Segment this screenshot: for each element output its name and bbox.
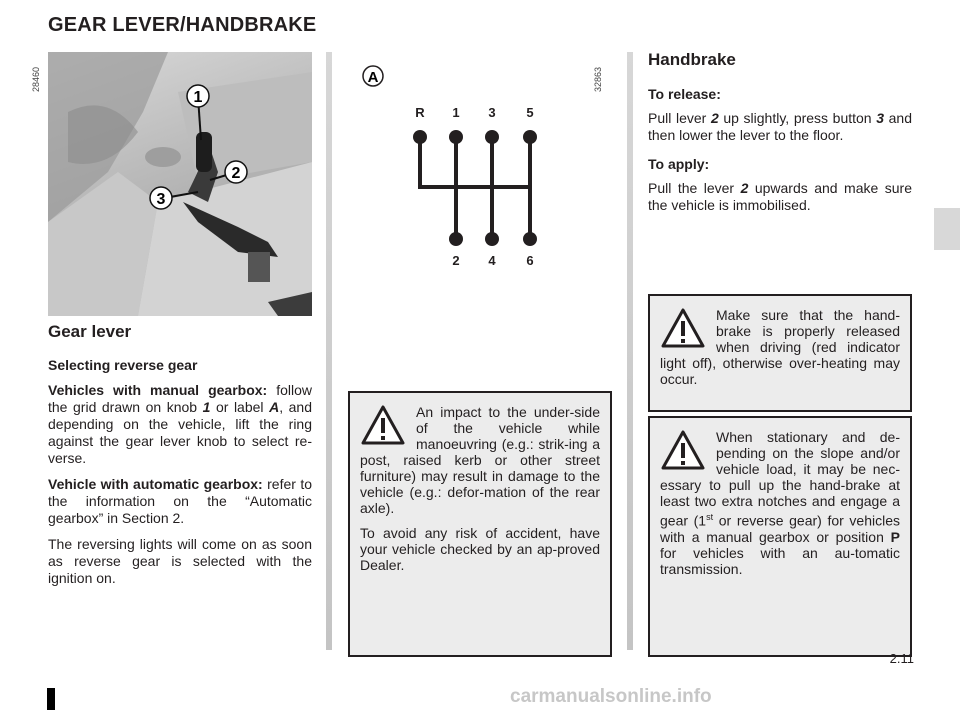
gear-label-1: 1 xyxy=(452,105,460,120)
handbrake-heading: Handbrake xyxy=(648,50,736,69)
impact-warning-text: An impact to the under-side of the vehicle while manoeuvring (e.g.: strik-ing a post, raised kerb or other street furniture) may result in damage to the vehicle (e.g.: defor-mation of the rear axle). xyxy=(360,404,600,516)
gear-label-5: 5 xyxy=(526,105,534,120)
gear-label-2: 2 xyxy=(452,253,460,268)
impact-warning-box xyxy=(348,391,612,657)
callout-1: 1 xyxy=(193,89,203,106)
gear-lever-section xyxy=(48,322,312,587)
apply-instructions: Pull the lever 2 upwards and make sure the vehicle is immobilised. xyxy=(648,180,912,213)
diagram-label-a: A xyxy=(367,69,379,86)
automatic-gearbox-paragraph: Vehicle with automatic gearbox: refer to the information on the “Automatic gearbox” in Section 2. xyxy=(48,476,312,526)
reversing-lights-paragraph: The reversing lights will come on as soon as reverse gear is selected with the ignition on. xyxy=(48,536,312,586)
release-warning-text: Make sure that the hand-brake is properly released when driving (red indicator light off), otherwise over-heating may occur. xyxy=(660,307,900,387)
stationary-warning-box xyxy=(648,416,912,657)
handbrake-section xyxy=(648,50,912,214)
release-instructions: Pull lever 2 up slightly, press button 3 and then lower the lever to the floor. xyxy=(648,110,912,143)
footer-bar xyxy=(47,688,55,710)
watermark: carmanualsonline.info xyxy=(510,686,712,707)
column-divider-right xyxy=(627,52,633,650)
warning-triangle-icon xyxy=(660,429,706,471)
manual-gearbox-paragraph: Vehicles with manual gearbox: follow the grid drawn on knob 1 or label A, and depending on the vehicle, lift the ring against the gear lever knob to select re-verse. xyxy=(48,382,313,466)
reverse-gear-subheading: Selecting reverse gear xyxy=(48,357,198,373)
gear-label-r: R xyxy=(415,105,425,120)
gear-shift-pattern-diagram xyxy=(360,62,560,272)
gear-label-6: 6 xyxy=(526,253,534,268)
column-divider-left xyxy=(326,52,332,650)
stationary-warning-text: When stationary and de-pending on the slope and/or vehicle load, it may be nec-essary to pull up the hand-brake at least two extra notches and engage a gear (1st or reverse gear) for vehicles with a manual gearbox or position P for vehicles with an au-tomatic transmission. xyxy=(660,429,901,577)
callout-3: 3 xyxy=(156,191,166,208)
gear-lever-heading: Gear lever xyxy=(48,322,132,341)
gear-label-3: 3 xyxy=(488,105,496,120)
gear-label-4: 4 xyxy=(488,253,496,268)
page-title: GEAR LEVER/HANDBRAKE xyxy=(48,14,317,36)
release-warning-box xyxy=(648,294,912,412)
photo-reference-number: 28460 xyxy=(31,66,41,92)
section-tab xyxy=(934,208,960,250)
release-label: To release: xyxy=(648,86,721,102)
dealer-check-text: To avoid any risk of accident, have your vehicle checked by an ap-proved Dealer. xyxy=(360,525,600,573)
diagram-reference-number: 32863 xyxy=(593,66,603,92)
warning-triangle-icon xyxy=(660,307,706,349)
apply-label: To apply: xyxy=(648,156,710,172)
warning-triangle-icon xyxy=(360,404,406,446)
callout-2: 2 xyxy=(231,165,241,182)
page-number: 2.11 xyxy=(889,651,914,666)
gear-lever-photo xyxy=(48,52,312,316)
photo-callouts xyxy=(48,52,312,316)
